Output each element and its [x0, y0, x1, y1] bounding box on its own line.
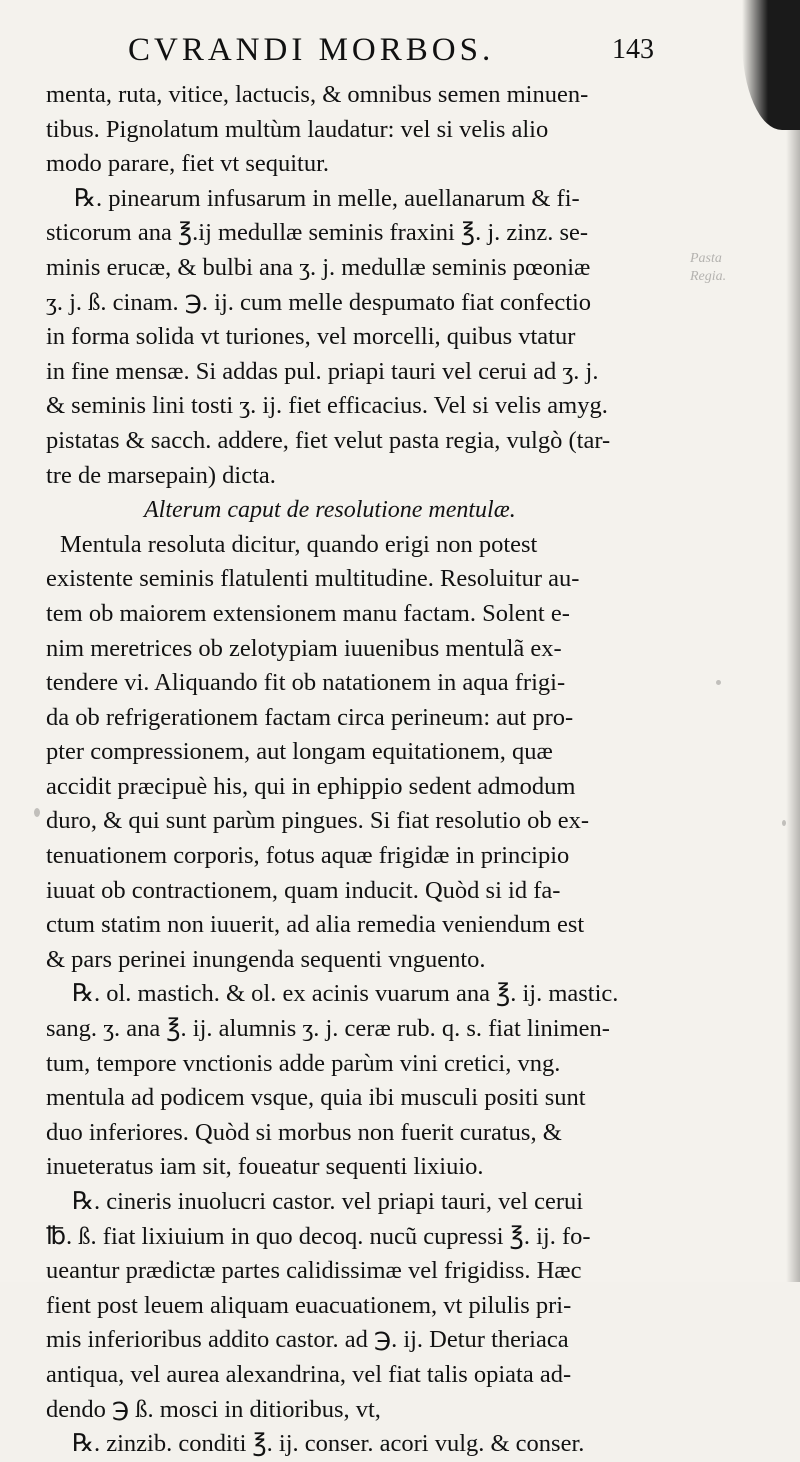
text-line: modo parare, fiet vt sequitur.	[46, 150, 330, 178]
margin-note-line: Regia.	[690, 269, 727, 284]
text-line: existente seminis flatulenti multitudine. Resoluitur au-	[46, 565, 580, 593]
text-line: ℞. cineris inuolucri castor. vel priapi tauri, vel cerui	[72, 1188, 584, 1215]
text-line: duro, & qui sunt parùm pingues. Si fiat resolutio ob ex-	[46, 807, 590, 835]
text-line: accidit præcipuè his, qui in ephippio sedent admodum	[46, 772, 576, 800]
text-line: menta, ruta, vitice, lactucis, & omnibus semen minuen-	[46, 81, 589, 108]
body-text	[46, 78, 646, 1462]
text-line: mis inferioribus addito castor. ad ℈. ij. Detur theriaca	[46, 1326, 569, 1354]
text-line: sang. ʒ. ana ℥. ij. alumnis ʒ. j. ceræ rub. q. s. fiat linimen-	[46, 1015, 610, 1043]
text-line: ctum statim non iuuerit, ad alia remedia veniendum est	[46, 911, 585, 939]
text-line: ℞. zinzib. conditi ℥. ij. conser. acori vulg. & conser.	[72, 1430, 585, 1458]
text-line: ℞. ol. mastich. & ol. ex acinis vuarum ana ℥. ij. mastic.	[72, 980, 619, 1008]
text-line: ʒ. j. ß. cinam. ℈. ij. cum melle despumato fiat confectio	[46, 288, 592, 316]
text-line: ℞. pinearum infusarum in melle, auellanarum & fi-	[74, 184, 580, 212]
text-line: mentula ad podicem vsque, quia ibi musculi positi sunt	[46, 1084, 586, 1112]
text-line: tibus. Pignolatum multùm laudatur: vel si velis alio	[46, 115, 549, 143]
page-number: 143	[612, 34, 654, 65]
ink-speck	[34, 808, 40, 817]
text-line: nim meretrices ob zelotypiam iuuenibus mentulã ex-	[46, 634, 562, 662]
text-line: tum, tempore vnctionis adde parùm vini cretici, vng.	[46, 1049, 561, 1077]
margin-note	[690, 250, 760, 286]
text-line: ℔. ß. fiat lixiuium in quo decoq. nucũ cupressi ℥. ij. fo-	[46, 1222, 591, 1250]
text-line: pistatas & sacch. addere, fiet velut pasta regia, vulgò (tar-	[46, 426, 611, 454]
text-line: tendere vi. Aliquando fit ob natationem in aqua frigi-	[46, 669, 566, 697]
text-line: inueteratus iam sit, foueatur sequenti lixiuio.	[46, 1153, 484, 1181]
text-line: dendo ℈ ß. mosci in ditioribus, vt,	[46, 1395, 381, 1423]
text-line: duo inferiores. Quòd si morbus non fuerit curatus, &	[46, 1118, 562, 1146]
text-line: tenuationem corporis, fotus aquæ frigidæ in principio	[46, 842, 570, 870]
text-line: iuuat ob contractionem, quam inducit. Quòd si id fa-	[46, 876, 561, 904]
text-line: in fine mensæ. Si addas pul. priapi tauri vel cerui ad ʒ. j.	[46, 357, 599, 385]
text-line: Mentula resoluta dicitur, quando erigi non potest	[60, 530, 538, 558]
running-head: CVRANDI MORBOS.	[128, 32, 495, 68]
margin-note-line: Pasta	[690, 251, 722, 266]
text-line: fient post leuem aliquam euacuationem, vt pilulis pri-	[46, 1291, 572, 1319]
text-line: & pars perinei inungenda sequenti vnguento.	[46, 945, 486, 973]
section-heading: Alterum caput de resolutione mentulæ.	[144, 497, 516, 524]
text-line: pter compressionem, aut longam equitationem, quæ	[46, 738, 553, 766]
text-line: minis erucæ, & bulbi ana ʒ. j. medullæ seminis pœoniæ	[46, 253, 591, 281]
text-line: in forma solida vt turiones, vel morcelli, quibus vtatur	[46, 323, 576, 351]
text-line: da ob refrigerationem factam circa perineum: aut pro-	[46, 703, 574, 731]
text-line: tre de marsepain) dicta.	[46, 461, 276, 489]
ink-speck	[782, 820, 786, 826]
ink-speck	[716, 680, 721, 685]
text-line: & seminis lini tosti ʒ. ij. fiet efficacius. Vel si velis amyg.	[46, 392, 608, 420]
text-line: sticorum ana ℥.ij medullæ seminis fraxini ℥. j. zinz. se-	[46, 219, 589, 247]
text-line: ueantur prædictæ partes calidissimæ vel frigidiss. Hæc	[46, 1257, 582, 1285]
page-edge-shadow	[786, 130, 800, 1282]
text-line: tem ob maiorem extensionem manu factam. Solent e-	[46, 599, 570, 627]
text-line: antiqua, vel aurea alexandrina, vel fiat talis opiata ad-	[46, 1360, 572, 1388]
page-header	[0, 32, 800, 72]
